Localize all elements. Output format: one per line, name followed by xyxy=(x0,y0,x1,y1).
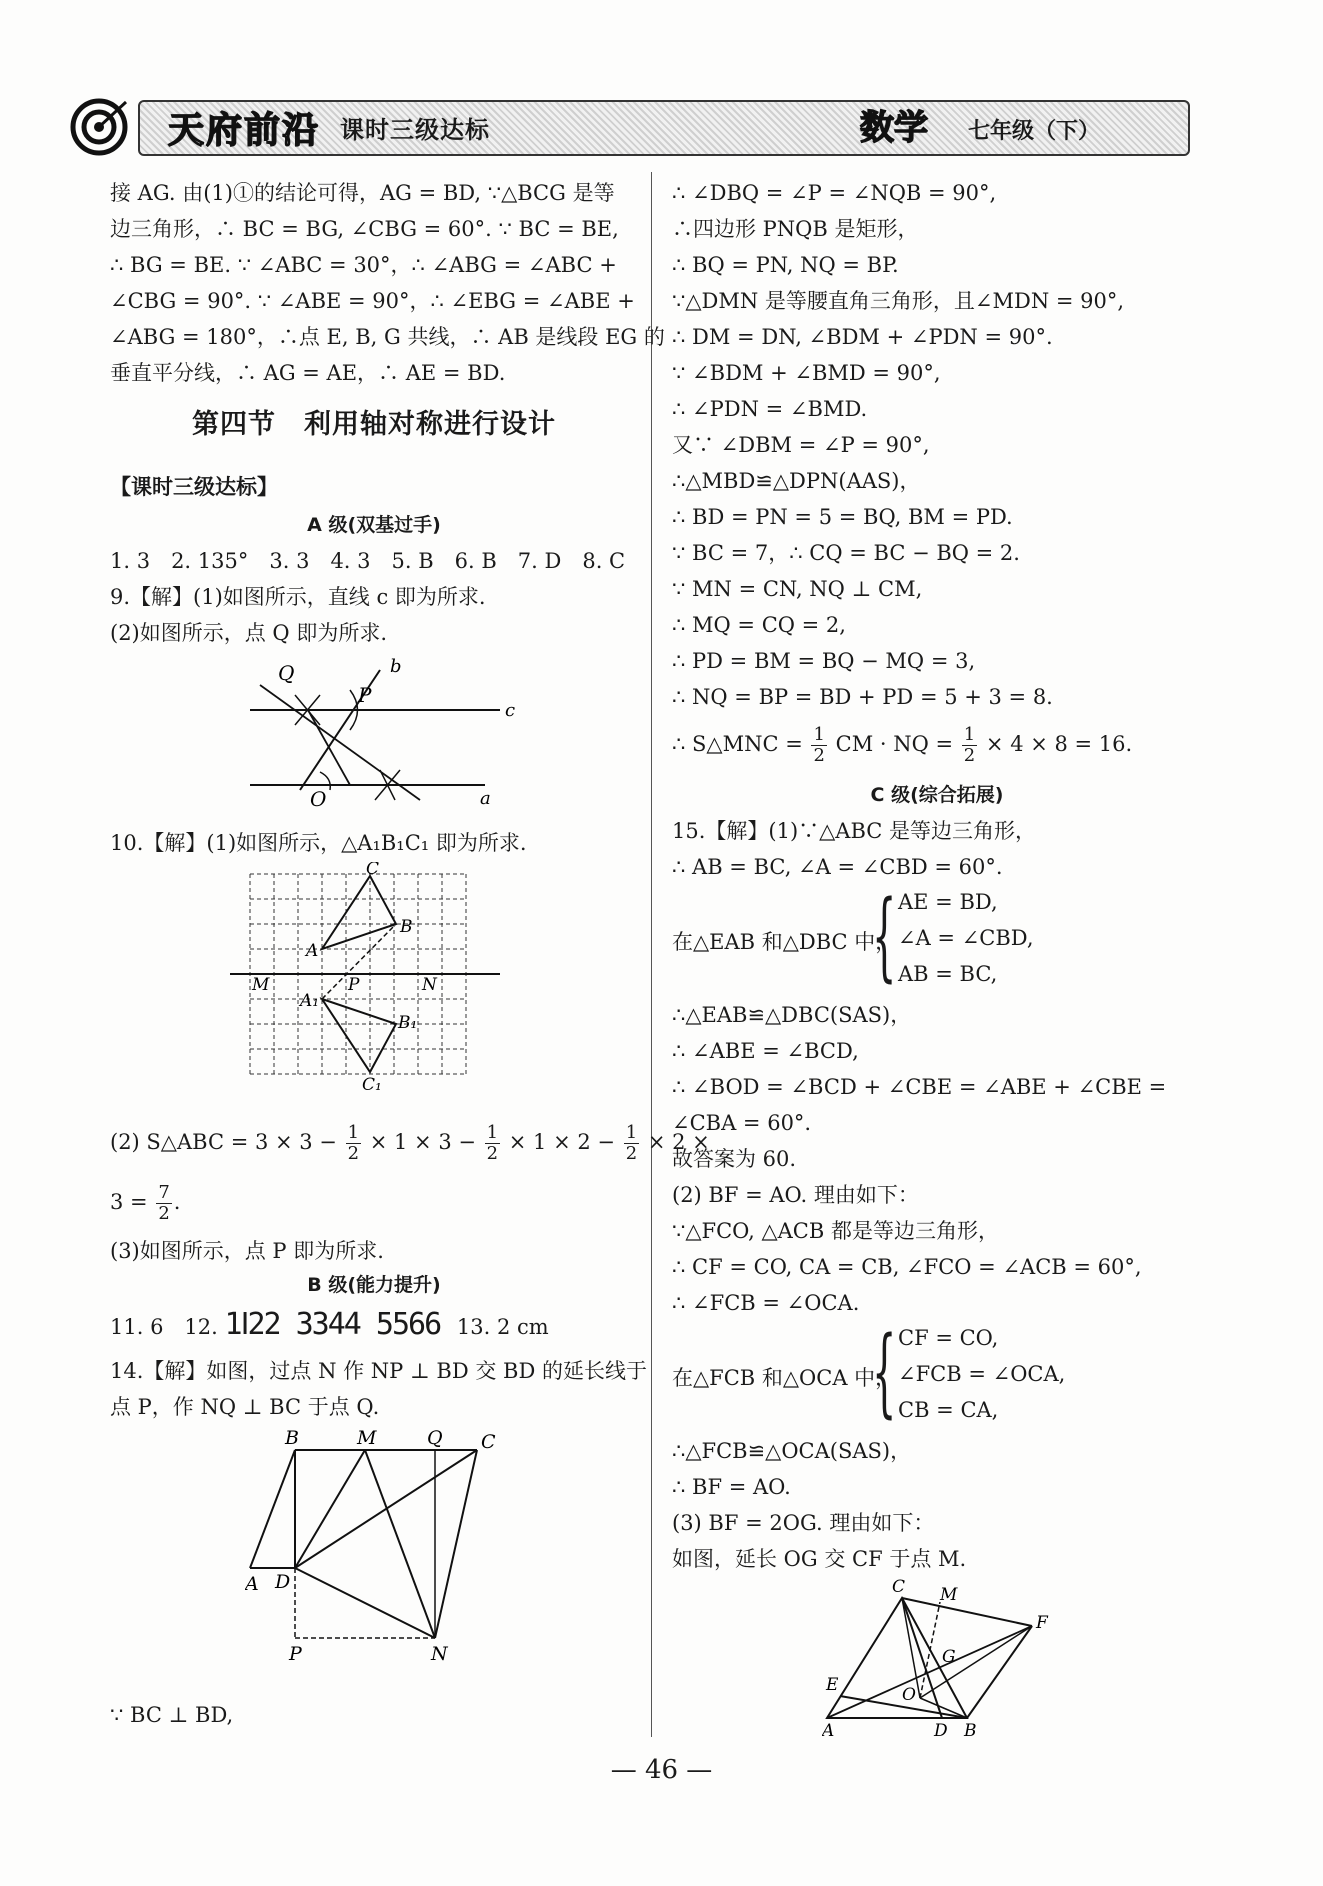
subject-label: 数学 xyxy=(860,108,928,148)
text-line: ∴△EAB≌△DBC(SAS)， xyxy=(672,1003,912,1027)
text-line: ∴ BD = PN = 5 = BQ, BM = PD. xyxy=(672,505,1013,529)
fig10-label-c: C xyxy=(366,862,380,879)
text-line: 垂直平分线，∴ AG = AE，∴ AE = BD. xyxy=(110,361,506,385)
text-line: ∴ ∠DBQ = ∠P = ∠NQB = 90°, xyxy=(672,181,997,205)
text-line: (2) BF = AO. 理由如下： xyxy=(672,1183,919,1207)
q14-part2: 点 P，作 NQ ⊥ BC 于点 Q. xyxy=(110,1395,380,1419)
text-line: ∴ MQ = CQ = 2, xyxy=(672,613,846,637)
fig10-label-b: B xyxy=(400,917,413,937)
fig9-label-q: Q xyxy=(278,661,295,685)
q10-part3: (3)如图所示，点 P 即为所求. xyxy=(110,1239,384,1263)
text-line: ∴ PD = BM = BQ − MQ = 3, xyxy=(672,649,976,673)
q14-part1: 14.【解】如图，过点 N 作 NP ⊥ BD 交 BD 的延长线于 xyxy=(110,1359,647,1383)
brace-icon: { xyxy=(872,1316,897,1428)
q15-line: ∴ AB = BC, ∠A = ∠CBD = 60°. xyxy=(672,855,1003,879)
text-line: 又∵ ∠DBM = ∠P = 90°, xyxy=(672,433,930,457)
text-line: ∴ ∠BOD = ∠BCD + ∠CBE = ∠ABE + ∠CBE = xyxy=(672,1075,1167,1099)
fig15-label-a: A xyxy=(822,1721,835,1738)
q10-part2-result: 3 = $\frac{7}{2}$ . xyxy=(110,1182,181,1224)
target-logo-icon xyxy=(70,98,128,156)
q14-part3: ∵ BC ⊥ BD, xyxy=(110,1703,234,1727)
fraction-half: $\frac{1}{2}$ xyxy=(486,1122,499,1164)
fig15-label-o: O xyxy=(902,1685,916,1705)
text-line: ∠ABG = 180°，∴点 E, B, G 共线，∴ AB 是线段 EG 的 xyxy=(110,325,665,349)
brand-title: 天府前沿 xyxy=(168,110,321,151)
answers-a: 1. 3 2. 135° 3. 3 4. 3 5. B 6. B 7. D 8. C xyxy=(110,549,626,573)
fig10-label-a: A xyxy=(306,941,319,961)
fig14-label-d: D xyxy=(275,1571,291,1593)
area-formula: ∴ S△MNC = $\frac{1}{2}$ CM · NQ = $\frac{1}{2}$ × 4 × 8 = 16. xyxy=(672,724,1133,766)
fraction-half: $\frac{1}{2}$ xyxy=(813,724,825,766)
level-tag: 【课时三级达标】 xyxy=(110,475,278,499)
fig15-label-b: B xyxy=(964,1721,977,1738)
fig15-label-e: E xyxy=(826,1675,839,1695)
fraction-half: $\frac{1}{2}$ xyxy=(625,1122,638,1164)
page-number: — 46 — xyxy=(610,1755,713,1785)
formula-part: (2) S△ABC = 3 × 3 − xyxy=(110,1130,337,1154)
fig10-label-m: M xyxy=(252,975,270,995)
grade-label: 七年级（下） xyxy=(968,119,1101,144)
q10-part2-formula xyxy=(110,1120,710,1164)
line-qo xyxy=(260,685,420,800)
text-line: 接 AG. 由(1)①的结论可得，AG = BD, ∵△BCG 是等 xyxy=(110,181,615,205)
formula-part: 3 = xyxy=(110,1190,148,1214)
figure-q9 xyxy=(250,650,550,810)
text-line: 边三角形，∴ BC = BG, ∠CBG = 60°. ∵ BC = BE, xyxy=(110,217,619,241)
q10-part1: 10.【解】(1)如图所示，△A₁B₁C₁ 即为所求. xyxy=(110,831,527,855)
brand-subtitle: 课时三级达标 xyxy=(340,116,490,144)
level-c-heading: C 级(综合拓展) xyxy=(870,784,1004,806)
q9-part1: 9.【解】(1)如图所示，直线 c 即为所求. xyxy=(110,585,486,609)
fig15-label-f: F xyxy=(1036,1613,1048,1633)
figure-q10-grid xyxy=(230,862,530,1092)
text-line: ∠CBG = 90°. ∵ ∠ABE = 90°，∴ ∠EBG = ∠ABE + xyxy=(110,289,635,313)
fig15-label-m: M xyxy=(940,1585,958,1605)
answers-b: 11. 6 12. 1Ⅰ22 3344 5566 13. 2 cm xyxy=(110,1307,549,1342)
level-a-heading: A 级(双基过手) xyxy=(307,514,441,536)
fig15-label-d: D xyxy=(934,1721,948,1738)
fig9-label-p: P xyxy=(358,683,372,707)
q9-part2: (2)如图所示，点 Q 即为所求. xyxy=(110,621,387,645)
fig10-label-a1: A₁ xyxy=(300,991,320,1011)
text-line: ∠CBA = 60°. xyxy=(672,1111,812,1135)
text-line: ∵△DMN 是等腰直角三角形，且∠MDN = 90°, xyxy=(672,289,1125,313)
figure-q15 xyxy=(822,1578,1062,1738)
text-line: ∴四边形 PNQB 是矩形， xyxy=(672,217,919,241)
q15-part1: 15.【解】(1)∵△ABC 是等边三角形， xyxy=(672,819,1037,843)
formula-part: × 1 × 2 − xyxy=(508,1130,615,1154)
fig10-label-b1: B₁ xyxy=(398,1013,418,1033)
fig10-label-c1: C₁ xyxy=(362,1075,382,1092)
glyph-answer: 1Ⅰ22 3344 5566 xyxy=(224,1307,441,1342)
segment xyxy=(308,710,350,785)
column-divider xyxy=(651,172,652,1737)
text-line: ∴ CF = CO, CA = CB, ∠FCO = ∠ACB = 60°, xyxy=(672,1255,1142,1279)
fraction-half: $\frac{1}{2}$ xyxy=(963,724,976,766)
triangle-abc xyxy=(322,876,396,949)
fig15-label-c: C xyxy=(892,1578,906,1597)
text-line: ∵ ∠BDM + ∠BMD = 90°, xyxy=(672,361,941,385)
section-title: 第四节 利用轴对称进行设计 xyxy=(192,409,556,440)
text-line: ∴ NQ = BP = BD + PD = 5 + 3 = 8. xyxy=(672,685,1053,709)
page-header xyxy=(70,92,1190,158)
fig10-label-n: N xyxy=(422,975,437,995)
text-line: ∵△FCO, △ACB 都是等边三角形， xyxy=(672,1219,999,1243)
fig14-label-p: P xyxy=(289,1643,302,1665)
fig14-label-a: A xyxy=(245,1573,259,1595)
text-line: ∴ ∠FCB = ∠OCA. xyxy=(672,1291,860,1315)
fig14-label-n: N xyxy=(431,1643,448,1665)
triangle-a1b1c1 xyxy=(322,999,396,1072)
fig9-label-a: a xyxy=(480,788,491,809)
fig9-label-b: b xyxy=(390,656,402,677)
fig14-label-m: M xyxy=(357,1428,377,1449)
fig14-label-q: Q xyxy=(427,1428,443,1449)
text-line: ∵ MN = CN, NQ ⊥ CM, xyxy=(672,577,923,601)
fig9-label-c: c xyxy=(505,700,516,721)
text-line: ∴ ∠ABE = ∠BCD, xyxy=(672,1039,859,1063)
fig14-label-b: B xyxy=(285,1428,299,1449)
level-b-heading: B 级(能力提升) xyxy=(307,1274,441,1296)
text-line: ∴ ∠PDN = ∠BMD. xyxy=(672,397,868,421)
fraction-seven-halves: $\frac{7}{2}$ xyxy=(158,1182,170,1224)
text-line: ∴△MBD≌△DPN(AAS)， xyxy=(672,469,921,493)
text-line: (3) BF = 2OG. 理由如下： xyxy=(672,1511,935,1535)
figure-q14 xyxy=(245,1428,515,1668)
fig14-label-c: C xyxy=(481,1431,496,1453)
text-line: ∴ BG = BE. ∵ ∠ABC = 30°，∴ ∠ABG = ∠ABC + xyxy=(110,253,617,277)
brace-icon: { xyxy=(872,880,897,992)
fig15-label-g: G xyxy=(942,1647,956,1667)
page: 天府前沿 课时三级达标 数学 七年级（下） 接 AG. 由(1)①的结论可得，AG = BD, ∵△BCG 是等 边三角形，∴ BC = BG, ∠CBG = 60°. ∵ BC = BE, ∴ BG = BE. ∵ ∠ABC = 30°，∴ ∠ABG = ∠ABC + ∠CBG = 90°. ∵ ∠ABE = 90°，∴ ∠EBG = ∠ABE + ∠ABG = 180°，∴点 E, B, G 共线，∴ AB 是线段 EG 的 垂直平分线，∴ AG = AE，∴ AE = BD. 第四节 利用轴对称进行设计 【课时三级达标】 A 级(双基过手) 1. 3 2. 135° 3. 3 4. 3 5. B 6. B 7. D 8. C 9.【解】(1)如图所示，直线 c 即为所求. (2)如图所示，点 Q 即为所求. Q P b c O a 10.【解】(1)如图所示，△A₁B₁C₁ 即为所求. C B A M P N A₁ B₁ C₁ (2) S△ABC = 3 × 3 − $\frac{1}{2}$ × 1 × 3 − $\frac{1}{2}$ × 1 × 2 − $\frac{1}{2}$ × 2 × 3 = $\frac{7}{2}$ . (3)如图所示，点 P 即为所求. B 级(能力提升) 11. 6 12. 1Ⅰ22 3344 5566 13. 2 cm 14.【解】如图，过点 N 作 NP ⊥ BD 交 BD 的延长线于 点 P，作 NQ ⊥ BC 于点 Q. B M Q C A D P N ∵ BC ⊥ BD, ∴ ∠DBQ = ∠P = ∠NQB = 90°, ∴四边形 PNQB 是矩形， ∴ BQ = PN, NQ = BP. ∵△DMN 是等腰直角三角形，且∠MDN = 90°, ∴ DM = DN, ∠BDM + ∠PDN = 90°. ∵ ∠BDM + ∠BMD = 90°, ∴ ∠PDN = ∠BMD. 又∵ ∠DBM = ∠P = 90°, ∴△MBD≌△DPN(AAS)， ∴ BD = PN = 5 = BQ, BM = PD. ∵ BC = 7，∴ CQ = BC − BQ = 2. ∵ MN = CN, NQ ⊥ CM, ∴ MQ = CQ = 2, ∴ PD = BM = BQ − MQ = 3, ∴ NQ = BP = BD + PD = 5 + 3 = 8. ∴ S△MNC = $\frac{1}{2}$ CM · NQ = $\frac{1}{2}$ × 4 × 8 = 16. C 级(综合拓展) 15.【解】(1)∵△ABC 是等边三角形， ∴ AB = BC, ∠A = ∠CBD = 60°. 在△EAB 和△DBC 中， { AE = BD, ∠A = ∠CBD, AB = BC, ∴△EAB≌△DBC(SAS)， ∴ ∠ABE = ∠BCD, ∴ ∠BOD = ∠BCD + ∠CBE = ∠ABE + ∠CBE = ∠CBA = 60°. 故答案为 60. (2) BF = AO. 理由如下： ∵△FCO, △ACB 都是等边三角形， ∴ CF = CO, CA = CB, ∠FCO = ∠ACB = 60°, ∴ ∠FCB = ∠OCA. 在△FCB 和△OCA 中， { CF = CO, ∠FCB = ∠OCA, CB = CA, ∴△FCB≌△OCA(SAS)， ∴ BF = AO. (3) BF = 2OG. 理由如下： 如图，延长 OG 交 CF 于点 M. C M F G E O A D B — 46 — xyxy=(0,0,1323,1886)
text-line: ∴ BQ = PN, NQ = BP. xyxy=(672,253,899,277)
fig10-label-p: P xyxy=(348,975,360,995)
text-line: ∴△FCB≌△OCA(SAS)， xyxy=(672,1439,912,1463)
text-line: 如图，延长 OG 交 CF 于点 M. xyxy=(672,1547,967,1571)
formula-part: × 1 × 3 − xyxy=(369,1130,476,1154)
text-line: ∵ BC = 7，∴ CQ = BC − BQ = 2. xyxy=(672,541,1020,565)
text-line: 故答案为 60. xyxy=(672,1147,797,1171)
text-line: ∴ DM = DN, ∠BDM + ∠PDN = 90°. xyxy=(672,325,1053,349)
fraction-half: $\frac{1}{2}$ xyxy=(347,1122,360,1164)
fig9-label-o: O xyxy=(310,787,327,810)
formula-part: × 2 × xyxy=(647,1130,710,1154)
text-line: ∴ BF = AO. xyxy=(672,1475,791,1499)
